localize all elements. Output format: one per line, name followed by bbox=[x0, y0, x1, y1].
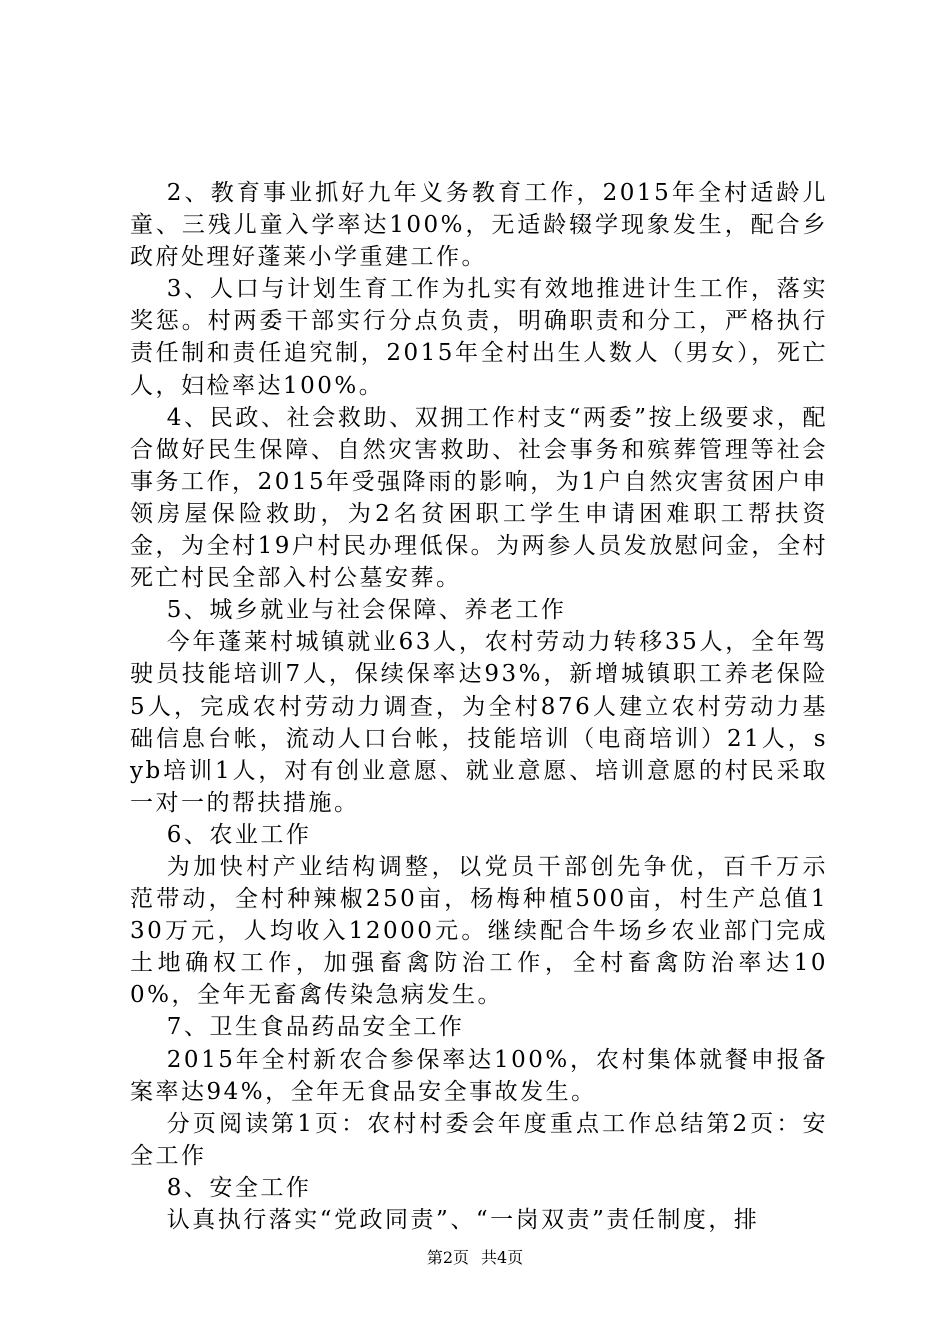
paragraph-education: 2、教育事业抓好九年义务教育工作，2015年全村适龄儿童、三残儿童入学率达100%，无适龄辍学现象发生，配合乡政府处理好蓬莱小学重建工作。 bbox=[130, 180, 828, 271]
paragraph-family-planning: 3、人口与计划生育工作为扎实有效地推进计生工作，落实奖惩。村两委干部实行分点负责，明确职责和分工，严格执行责任制和责任追究制，2015年全村出生人数人（男女），死亡人，妇检率达100%。 bbox=[130, 276, 828, 399]
document-body bbox=[130, 177, 828, 1236]
heading-agriculture: 6、农业工作 bbox=[166, 821, 312, 848]
page-total: 共4页 bbox=[481, 1248, 524, 1267]
paragraph-employment: 今年蓬莱村城镇就业63人，农村劳动力转移35人，全年驾驶员技能培训7人，保续保率达93%，新增城镇职工养老保险5人，完成农村劳动力调查，为全村876人建立农村劳动力基础信息台帐，流动人口台帐，技能培训（电商培训）21人，syb培训1人，对有创业意愿、就业意愿、培训意愿的村民采取一对一的帮扶措施。 bbox=[130, 629, 828, 816]
paragraph-food-safety: 2015年全村新农合参保率达100%，农村集体就餐申报备案率达94%，全年无食品安全事故发生。 bbox=[130, 1046, 828, 1105]
paragraph-agriculture: 为加快村产业结构调整，以党员干部创先争优，百千万示范带动，全村种辣椒250亩，杨梅种植500亩，村生产总值130万元，人均收入12000元。继续配合牛场乡农业部门完成土地确权工作，加强畜禽防治工作，全村畜禽防治率达100%，全年无畜禽传染急病发生。 bbox=[130, 853, 828, 1009]
page-number: 第2页 bbox=[426, 1248, 469, 1267]
paragraph-safety: 认真执行落实“党政同责”、“一岗双责”责任制度，排 bbox=[166, 1207, 760, 1233]
heading-safety: 8、安全工作 bbox=[166, 1174, 312, 1201]
paragraph-pagination-note: 分页阅读第1页：农村村委会年度重点工作总结第2页：安全工作 bbox=[130, 1110, 828, 1169]
heading-food-safety: 7、卫生食品药品安全工作 bbox=[166, 1014, 465, 1041]
heading-employment: 5、城乡就业与社会保障、养老工作 bbox=[166, 597, 567, 624]
paragraph-civil-affairs: 4、民政、社会救助、双拥工作村支“两委”按上级要求，配合做好民生保障、自然灾害救助、社会事务和殡葬管理等社会事务工作，2015年受强降雨的影响，为1户自然灾害贫困户申领房屋保险救助，为2名贫困职工学生申请困难职工帮扶资金，为全村19户村民办理低保。为两参人员发放慰问金，全村死亡村民全部入村公墓安葬。 bbox=[130, 404, 828, 592]
page-footer bbox=[0, 1245, 950, 1268]
